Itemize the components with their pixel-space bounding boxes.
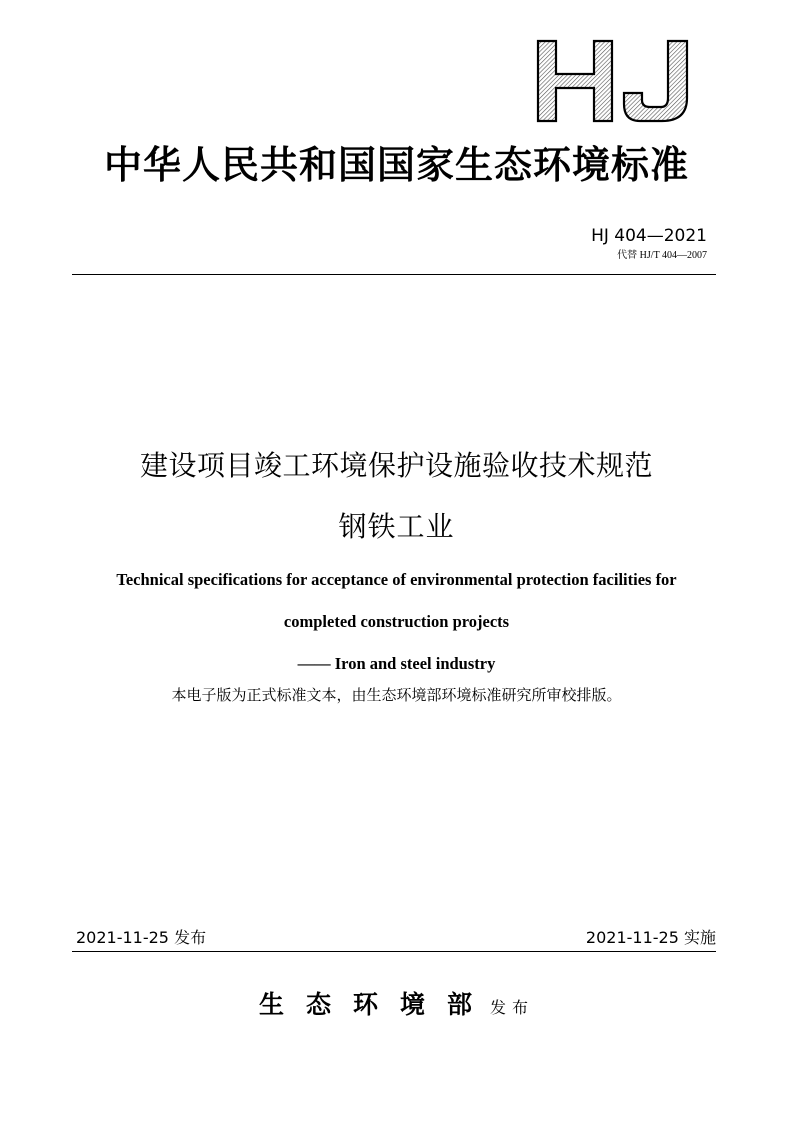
footer-divider (72, 951, 716, 952)
publisher-verb: 发布 (490, 998, 535, 1017)
electronic-edition-note: 本电子版为正式标准文本，由生态环境部环境标准研究所审校排版。 (171, 686, 622, 704)
issue-date: 2021-11-25 发布 (76, 928, 207, 947)
publisher-line (0, 988, 793, 1025)
hj-logo (536, 38, 698, 124)
document-title-cn: 建设项目竣工环境保护设施验收技术规范 (139, 449, 653, 482)
implementation-date: 2021-11-25 实施 (585, 928, 716, 947)
document-title-en-line3: —— Iron and steel industry (297, 654, 496, 673)
issuing-agency-title: 中华人民共和国国家生态环境标准 (103, 142, 689, 187)
replaces-standard: 代替 HJ/T 404—2007 (617, 250, 707, 261)
document-title-en-line2: completed construction projects (283, 612, 510, 631)
document-title-en-line1: Technical specifications for acceptance of environmental protection facilities for (116, 570, 677, 589)
publisher-name: 生态环境部 (258, 990, 494, 1019)
standard-number: HJ 404—2021 (591, 226, 707, 246)
header-divider (72, 274, 716, 275)
document-subtitle-cn: 钢铁工业 (338, 510, 455, 543)
